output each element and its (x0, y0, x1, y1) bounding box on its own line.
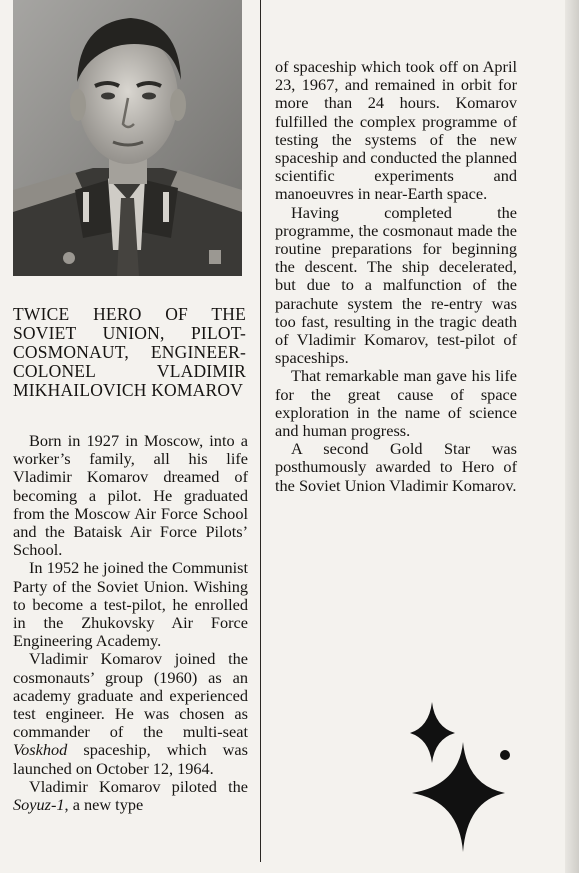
right-column (275, 58, 517, 495)
stars-ornament (405, 697, 525, 857)
column-divider (260, 0, 261, 862)
paragraph-5: of spaceship which took off on April 23, 1967, and remained in orbit for more than 24 hours. Komarov fulfilled the complex programme of testing the systems of the new spaceship and conducted the planned scientific experiments and manoeuvres in near-Earth space. (275, 57, 517, 204)
paragraph-4-text: Vladimir Komarov piloted the (29, 776, 248, 796)
paragraph-2: In 1952 he joined the Communist Party of the Soviet Union. Wishing to become a test-pilot, he enrolled in the Zhukovsky Air Force Engineering Academy. (13, 558, 248, 651)
ship-name-soyuz-1: Soyuz-1 (13, 795, 65, 815)
paragraph-4-end: , a new type (64, 795, 144, 815)
large-star-icon (412, 742, 505, 852)
paragraph-3-end: spaceship, which was launched on October 12, 1964. (13, 740, 248, 778)
portrait-photo (13, 0, 242, 276)
paragraph-4 (13, 778, 248, 814)
small-star-icon (410, 702, 455, 763)
ship-name-voskhod: Voskhod (13, 740, 68, 760)
paragraph-3 (13, 650, 248, 777)
paragraph-3-text: Vladimir Komarov joined the cosmonauts’ group (1960) as an academy graduate and experienced test engineer. He was chosen as commander of the multi-seat (13, 649, 248, 742)
page-edge-shadow (565, 0, 579, 873)
article-heading: TWICE HERO OF THE SOVIET UNION, PILOT- COSMONAUT, ENGINEER-COLONEL VLADIMIR MIKHAILOVICH KOMAROV (13, 304, 246, 400)
dot-icon (500, 750, 510, 760)
paragraph-8: A second Gold Star was posthumously awarded to Hero of the Soviet Union Vladimir Komarov. (275, 439, 517, 495)
paragraph-6: Having completed the programme, the cosmonaut made the routine preparations for beginning the descent. The ship decelerated, but due to a malfunction of the parachute system the re-entry was too fast, resulting in the tragic death of Vladimir Komarov, test-pilot of spaceships. (275, 202, 517, 368)
paragraph-7: That remarkable man gave his life for the great cause of space exploration in the name of science and human progress. (275, 366, 517, 441)
paragraph-1: Born in 1927 in Moscow, into a worker’s family, all his life Vladimir Komarov dreamed of becoming a pilot. He graduated from the Moscow Air Force School and the Bataisk Air Force Pilots’ School. (13, 431, 248, 560)
portrait-illustration (13, 0, 242, 276)
left-column (13, 432, 248, 814)
